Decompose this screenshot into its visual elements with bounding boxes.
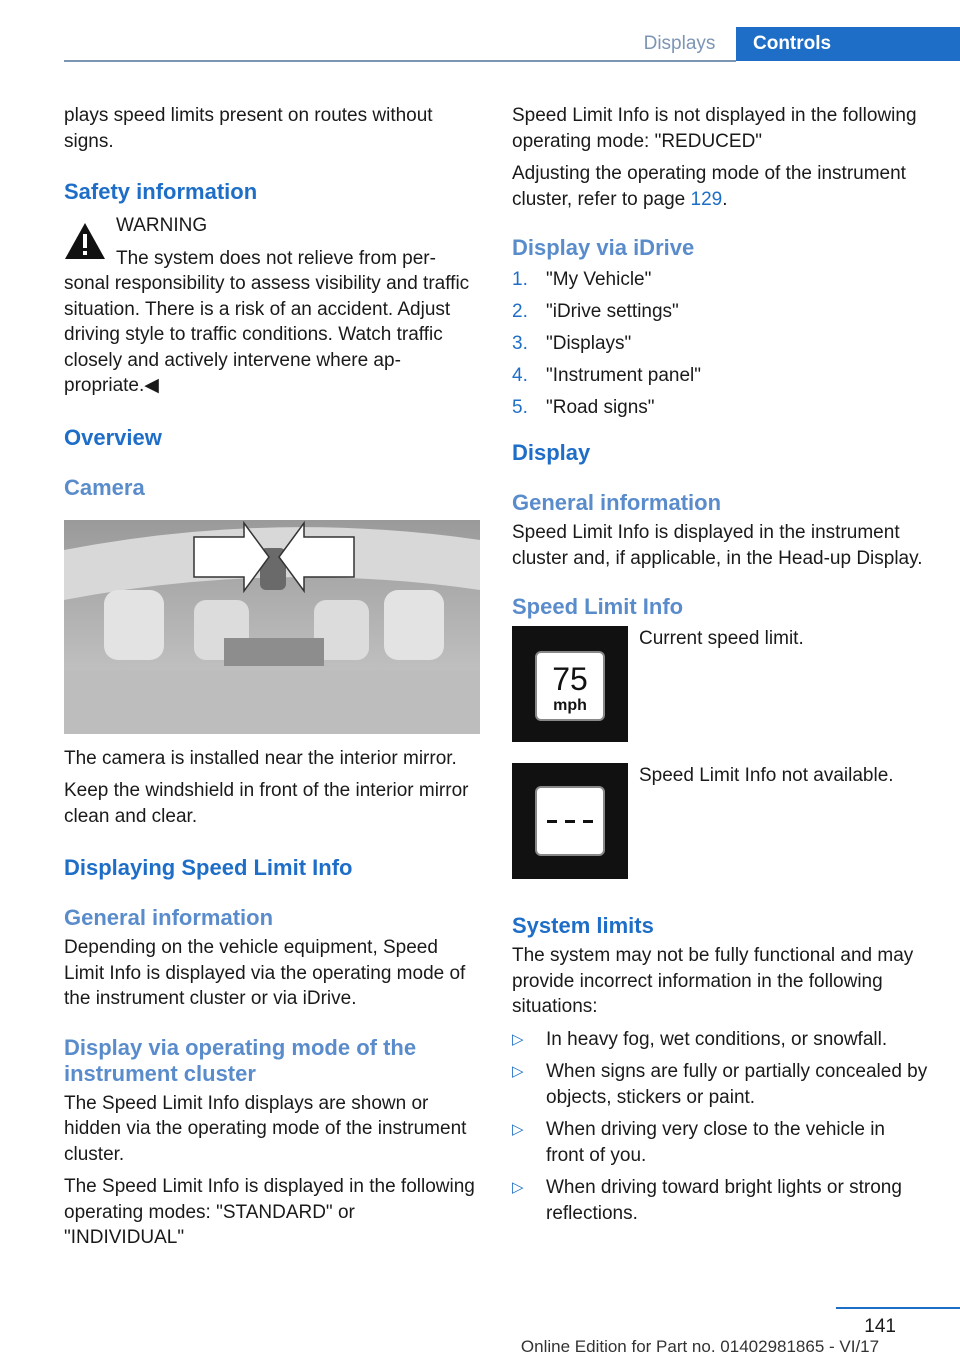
- warning-triangle-icon: [64, 221, 106, 261]
- list-item: [512, 1117, 928, 1168]
- warning-first-line: The system does not relieve from per-: [116, 247, 436, 269]
- camera-text-1: The camera is installed near the interior mirror.: [64, 747, 457, 769]
- sign-caption-unavailable: Speed Limit Info not available.: [639, 765, 894, 786]
- bullet-triangle-icon: ▷: [512, 1179, 524, 1196]
- display-mode-heading: Display via operating mode of the instrument cluster: [64, 1034, 417, 1086]
- step-text: "Instrument panel": [546, 365, 702, 386]
- list-item-text: When driving very close to the vehicle in front of you.: [546, 1119, 885, 1166]
- display-mode-text-1: The Speed Limit Info displays are shown or hidden via the operating mode of the instrument cluster.: [64, 1092, 467, 1165]
- idrive-heading: Display via iDrive: [512, 235, 695, 260]
- display-mode-text-2: The Speed Limit Info is displayed in the following operating modes: "STANDARD" or "INDIVIDUAL": [64, 1176, 475, 1248]
- system-limits-list: [512, 1027, 928, 1227]
- sli-heading: Speed Limit Info: [512, 594, 684, 619]
- list-item-text: When driving toward bright lights or strong reflections.: [546, 1177, 902, 1224]
- step-text: "Displays": [546, 333, 632, 354]
- adjust-prefix: Adjusting the operating mode of the instrument cluster, refer to page: [512, 163, 906, 210]
- header-rule: [64, 60, 736, 62]
- bullet-triangle-icon: ▷: [512, 1063, 524, 1080]
- page-link-129[interactable]: 129: [690, 188, 723, 210]
- general-info-text-left: Depending on the vehicle equipment, Speed Limit Info is displayed via the operating mode of the instrument cluster or via iDrive.: [64, 937, 466, 1009]
- list-item-text: In heavy fog, wet conditions, or snowfall.: [546, 1028, 888, 1050]
- general-info-heading-left: General information: [64, 905, 274, 930]
- list-item: [512, 1175, 928, 1226]
- list-item: [512, 395, 928, 421]
- speed-value: 75: [552, 661, 588, 697]
- list-item: [512, 331, 928, 357]
- right-column: [512, 103, 928, 1233]
- step-number: 1.: [512, 269, 528, 290]
- idrive-steps-list: [512, 267, 928, 421]
- step-text: "My Vehicle": [546, 269, 652, 290]
- not-displayed-text: Speed Limit Info is not displayed in the following operating mode: "REDUCED": [512, 105, 917, 152]
- adjust-text: [512, 161, 928, 212]
- step-number: 5.: [512, 397, 528, 418]
- sign-row-unavailable: [512, 763, 928, 883]
- step-number: 2.: [512, 301, 528, 322]
- warning-title: WARNING: [116, 215, 208, 236]
- tab-displays[interactable]: Displays: [643, 33, 716, 54]
- edition-text: Online Edition for Part no. 01402981865 - VI/17: [520, 1337, 880, 1356]
- general-info-text-right: Speed Limit Info is displayed in the instrument cluster and, if applicable, in the Head-up Display.: [512, 522, 923, 569]
- warning-block: [64, 213, 480, 271]
- list-item: [512, 363, 928, 389]
- list-item: [512, 299, 928, 325]
- step-number: 3.: [512, 333, 528, 354]
- warning-text: sonal responsibility to assess visibility and traffic situation. There is a risk of an accident. Adjust driving style to traffic conditions. Watch traffic closely and actively intervene where appropriate.◀: [64, 273, 470, 396]
- system-limits-text: The system may not be fully functional and may provide incorrect information in the following situations:: [512, 945, 914, 1017]
- list-item: [512, 267, 928, 293]
- list-item: [512, 1059, 928, 1110]
- bullet-triangle-icon: ▷: [512, 1121, 524, 1138]
- step-number: 4.: [512, 365, 528, 386]
- safety-heading: Safety information: [64, 179, 258, 204]
- tab-controls[interactable]: Controls: [736, 27, 960, 61]
- footer-rule: [836, 1307, 960, 1309]
- speed-limit-unavailable-icon: [512, 763, 628, 879]
- bullet-triangle-icon: ▷: [512, 1030, 524, 1048]
- camera-interior-photo: [64, 520, 480, 734]
- displaying-sli-heading: Displaying Speed Limit Info: [64, 855, 353, 880]
- adjust-suffix: .: [722, 188, 728, 210]
- step-text: "Road signs": [546, 397, 655, 418]
- camera-heading: Camera: [64, 474, 145, 500]
- camera-text-2: Keep the windshield in front of the interior mirror clean and clear.: [64, 780, 469, 827]
- sign-caption-current: Current speed limit.: [639, 628, 804, 649]
- speed-limit-75-icon: [512, 626, 628, 742]
- sign-row-current: [512, 626, 928, 746]
- list-item-text: When signs are fully or partially concealed by objects, stickers or paint.: [546, 1061, 928, 1108]
- intro-text: plays speed limits present on routes without signs.: [64, 105, 433, 152]
- page-number: 141: [864, 1316, 896, 1337]
- system-limits-heading: System limits: [512, 913, 654, 938]
- overview-heading: Overview: [64, 424, 162, 450]
- speed-unit: mph: [553, 697, 587, 714]
- general-info-heading-right: General information: [512, 490, 722, 515]
- display-heading: Display: [512, 440, 591, 465]
- step-text: "iDrive settings": [546, 301, 679, 322]
- list-item: [512, 1027, 928, 1053]
- left-column: [64, 103, 480, 1258]
